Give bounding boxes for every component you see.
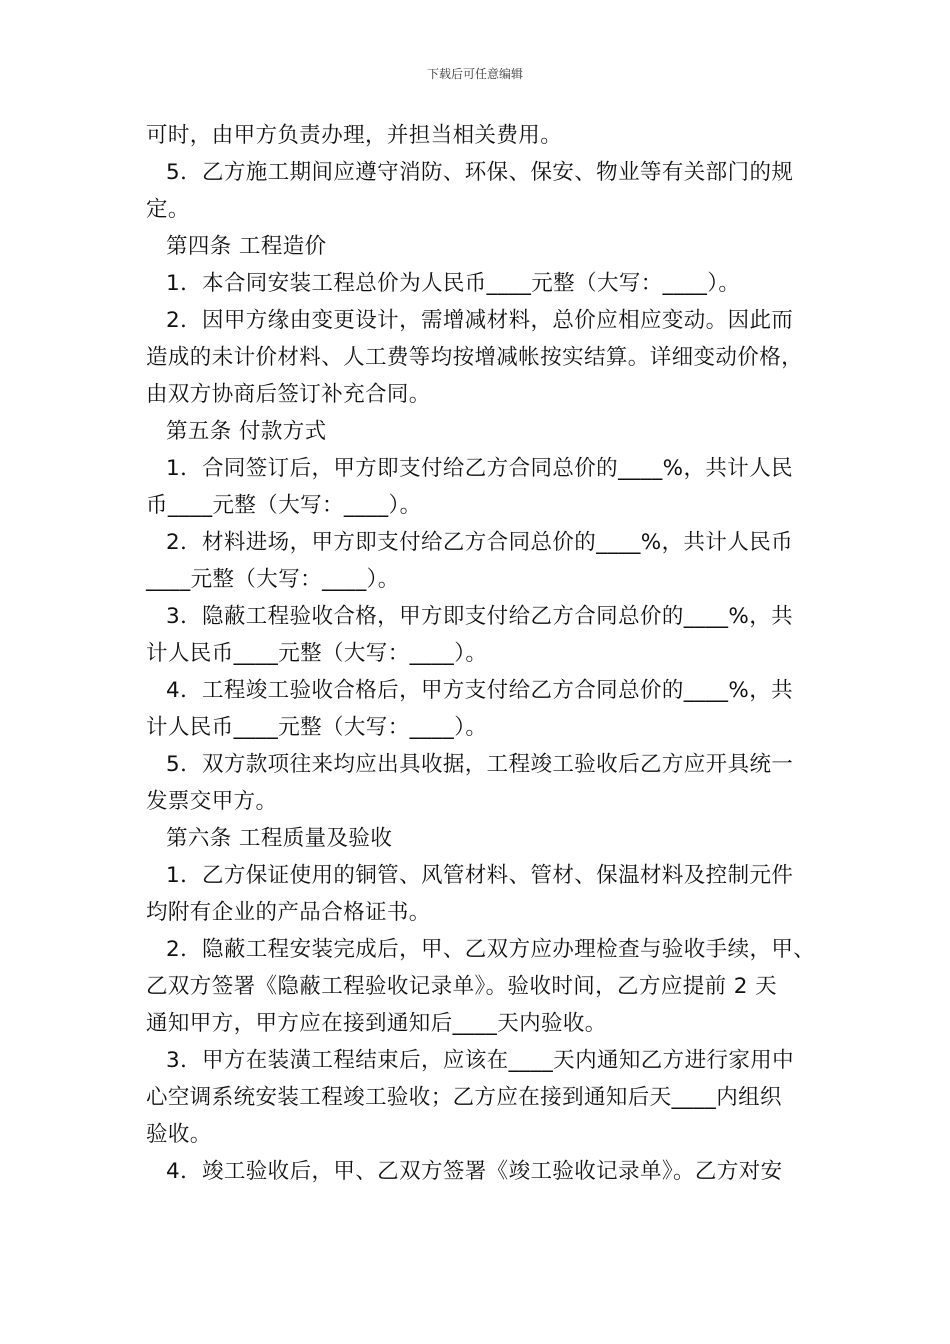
text-line: 币____元整（大写：____）。 (146, 493, 422, 518)
text-line: 由双方协商后签订补充合同。 (146, 382, 431, 407)
text-line: 验收。 (146, 1122, 212, 1147)
text-line: 3．甲方在装潢工程结束后，应该在____天内通知乙方进行家用中 (166, 1048, 795, 1073)
text-line: ____元整（大写：____）。 (146, 567, 400, 592)
text-line: 4．竣工验收后，甲、乙双方签署《竣工验收记录单》。乙方对安 (166, 1159, 783, 1184)
section-heading: 第四条 工程造价 (166, 234, 327, 259)
text-line: 通知甲方，甲方应在接到通知后____天内验收。 (146, 1011, 607, 1036)
text-line: 计人民币____元整（大写：____）。 (146, 641, 488, 666)
text-line: 心空调系统安装工程竣工验收；乙方应在接到通知后天____内组织 (146, 1085, 782, 1110)
text-line: 5．乙方施工期间应遵守消防、环保、保安、物业等有关部门的规 (166, 160, 794, 185)
text-line: 乙双方签署《隐蔽工程验收记录单》。验收时间，乙方应提前 2 天 (146, 974, 778, 999)
page-header: 下载后可任意编辑 (426, 67, 523, 81)
text-line: 发票交甲方。 (146, 789, 278, 814)
text-line: 定。 (146, 197, 190, 222)
text-line: 1．乙方保证使用的铜管、风管材料、管材、保温材料及控制元件 (166, 863, 794, 888)
text-line: 均附有企业的产品合格证书。 (146, 900, 431, 925)
text-line: 1．合同签订后，甲方即支付给乙方合同总价的____%，共计人民 (166, 456, 794, 481)
section-heading: 第六条 工程质量及验收 (166, 826, 393, 851)
text-line: 5．双方款项往来均应出具收据，工程竣工验收后乙方应开具统一 (166, 752, 794, 777)
text-line: 2．隐蔽工程安装完成后，甲、乙双方应办理检查与验收手续，甲、 (166, 937, 816, 962)
text-line: 计人民币____元整（大写：____）。 (146, 715, 488, 740)
text-line: 2．因甲方缘由变更设计，需增减材料，总价应相应变动。因此而 (166, 308, 794, 333)
text-line: 1．本合同安装工程总价为人民币____元整（大写：____）。 (166, 271, 741, 296)
text-line: 4．工程竣工验收合格后，甲方支付给乙方合同总价的____%，共 (166, 678, 794, 703)
text-line: 造成的未计价材料、人工费等均按增减帐按实结算。详细变动价格， (146, 345, 804, 370)
text-line: 3．隐蔽工程验收合格，甲方即支付给乙方合同总价的____%，共 (166, 604, 794, 629)
text-line: 2．材料进场，甲方即支付给乙方合同总价的____%，共计人民币 (166, 530, 794, 555)
text-line: 可时，由甲方负责办理，并担当相关费用。 (146, 123, 563, 148)
section-heading: 第五条 付款方式 (166, 419, 327, 444)
